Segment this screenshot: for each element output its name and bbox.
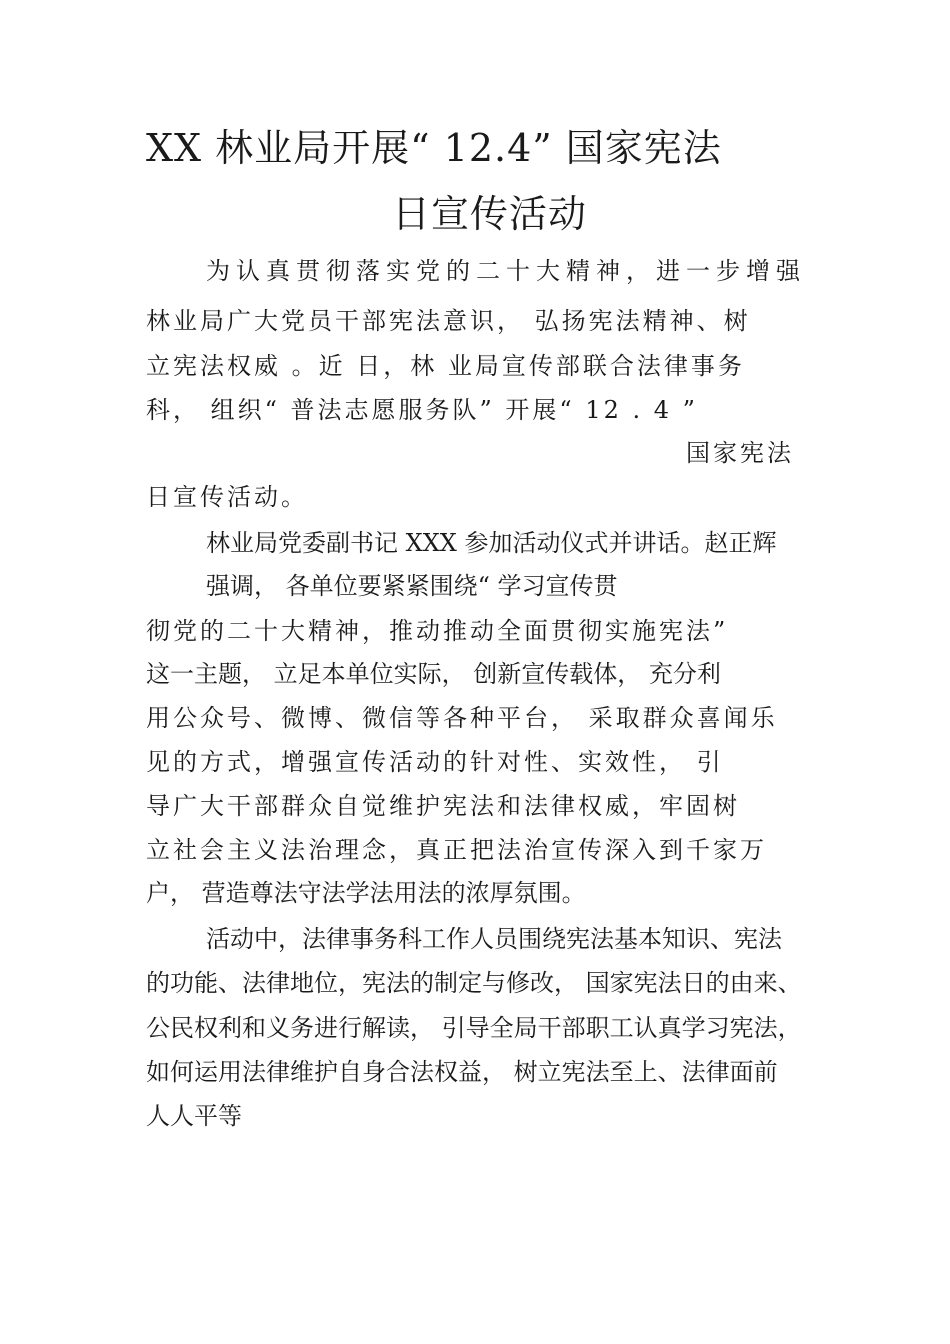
paragraph-line: 见的方式，增强宣传活动的针对性、实效性， 引 — [146, 748, 724, 776]
paragraph-line: 国家宪法 — [686, 439, 794, 467]
document-title-line-1: XX 林业局开展“ 12.4” 国家宪法 — [146, 126, 722, 170]
paragraph-line: 用公众号、微博、微信等各种平台， 采取群众喜闻乐 — [146, 704, 778, 732]
paragraph-line: 强调， 各单位要紧紧围绕“ 学习宣传贯 — [206, 572, 618, 600]
paragraph-line: 为认真贯彻落实党的二十大精神，进一步增强 — [206, 257, 806, 285]
paragraph-line: 户， 营造尊法守法学法用法的浓厚氛围。 — [146, 879, 586, 907]
paragraph-line: 这一主题， 立足本单位实际， 创新宣传载体， 充分利 — [146, 660, 721, 688]
paragraph-line: 日宣传活动。 — [146, 483, 308, 511]
paragraph-line: 林业局党委副书记 XXX 参加活动仪式并讲话。赵正辉 — [206, 529, 777, 557]
paragraph-line: 林业局广大党员干部宪法意识， 弘扬宪法精神、树 — [146, 307, 751, 335]
paragraph-line: 如何运用法律维护自身合法权益， 树立宪法至上、法律面前 — [146, 1058, 778, 1086]
paragraph-line: 的功能、法律地位，宪法的制定与修改， 国家宪法日的由来、 — [146, 969, 802, 997]
paragraph-line: 科， 组织“ 普法志愿服务队” 开展“ 12 . 4 ” — [146, 396, 698, 424]
paragraph-line: 人人平等 — [146, 1102, 242, 1130]
document-title-line-2: 日宣传活动 — [392, 192, 588, 236]
paragraph-line: 立社会主义法治理念，真正把法治宣传深入到千家万 — [146, 836, 767, 864]
paragraph-line: 彻党的二十大精神，推动推动全面贯彻实施宪法” — [146, 617, 729, 645]
paragraph-line: 立宪法权威 。近 日，林 业局宣传部联合法律事务 — [146, 352, 745, 380]
paragraph-line: 活动中，法律事务科工作人员围绕宪法基本知识、宪法 — [206, 925, 782, 953]
paragraph-line: 公民权利和义务进行解读， 引导全局干部职工认真学习宪法， — [146, 1014, 802, 1042]
paragraph-line: 导广大干部群众自觉维护宪法和法律权威，牢固树 — [146, 792, 740, 820]
